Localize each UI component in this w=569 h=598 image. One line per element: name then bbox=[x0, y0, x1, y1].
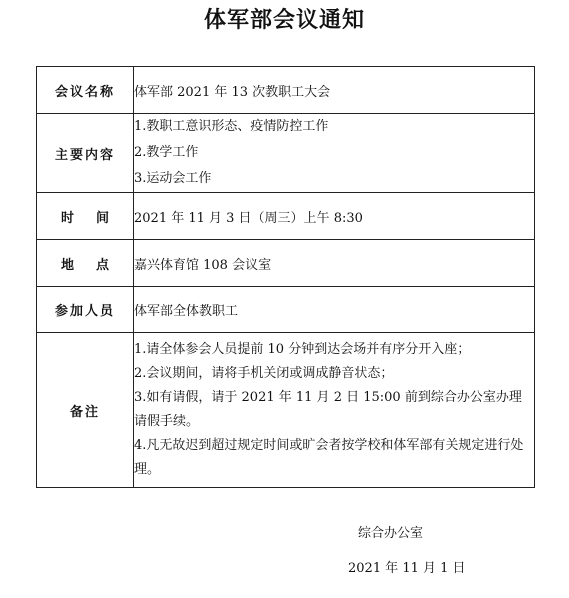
value-place: 嘉兴体育馆 108 会议室 bbox=[134, 240, 535, 287]
label-main-content: 主要内容 bbox=[37, 114, 134, 193]
row-remarks bbox=[37, 333, 535, 488]
signature-office: 综合办公室 bbox=[358, 526, 424, 541]
row-time bbox=[37, 193, 535, 240]
label-time: 时间 bbox=[37, 193, 134, 240]
notice-table bbox=[36, 66, 535, 488]
notice-title: 体军部会议通知 bbox=[203, 8, 365, 33]
content-item: 3.运动会工作 bbox=[134, 171, 212, 186]
remark-item: 2.会议期间，请将手机关闭或调成静音状态； bbox=[134, 366, 394, 381]
value-time: 2021 年 11 月 3 日（周三）上午 8:30 bbox=[134, 193, 535, 240]
value-attendees: 体军部全体教职工 bbox=[134, 287, 535, 333]
row-meeting-name bbox=[37, 67, 535, 114]
content-item: 2.教学工作 bbox=[134, 145, 199, 160]
label-place: 地点 bbox=[37, 240, 134, 287]
value-meeting-name: 体军部 2021 年 13 次教职工大会 bbox=[134, 67, 535, 114]
remark-item: 1.请全体参会人员提前 10 分钟到达会场并有序分开入座； bbox=[134, 342, 471, 357]
label-remarks: 备注 bbox=[37, 333, 134, 488]
row-place bbox=[37, 240, 535, 287]
value-remarks bbox=[134, 333, 535, 488]
value-main-content bbox=[134, 114, 535, 193]
label-attendees: 参加人员 bbox=[37, 287, 134, 333]
row-attendees bbox=[37, 287, 535, 333]
row-main-content bbox=[37, 114, 535, 193]
remark-item: 3.如有请假，请于 2021 年 11 月 2 日 15:00 前到综合办公室办理请假手续。 bbox=[134, 390, 522, 429]
content-item: 1.教职工意识形态、疫情防控工作 bbox=[134, 119, 329, 134]
signature-date: 2021 年 11 月 1 日 bbox=[348, 561, 466, 576]
remark-item: 4.凡无故迟到超过规定时间或旷会者按学校和体军部有关规定进行处理。 bbox=[134, 438, 524, 477]
label-meeting-name: 会议名称 bbox=[37, 67, 134, 114]
